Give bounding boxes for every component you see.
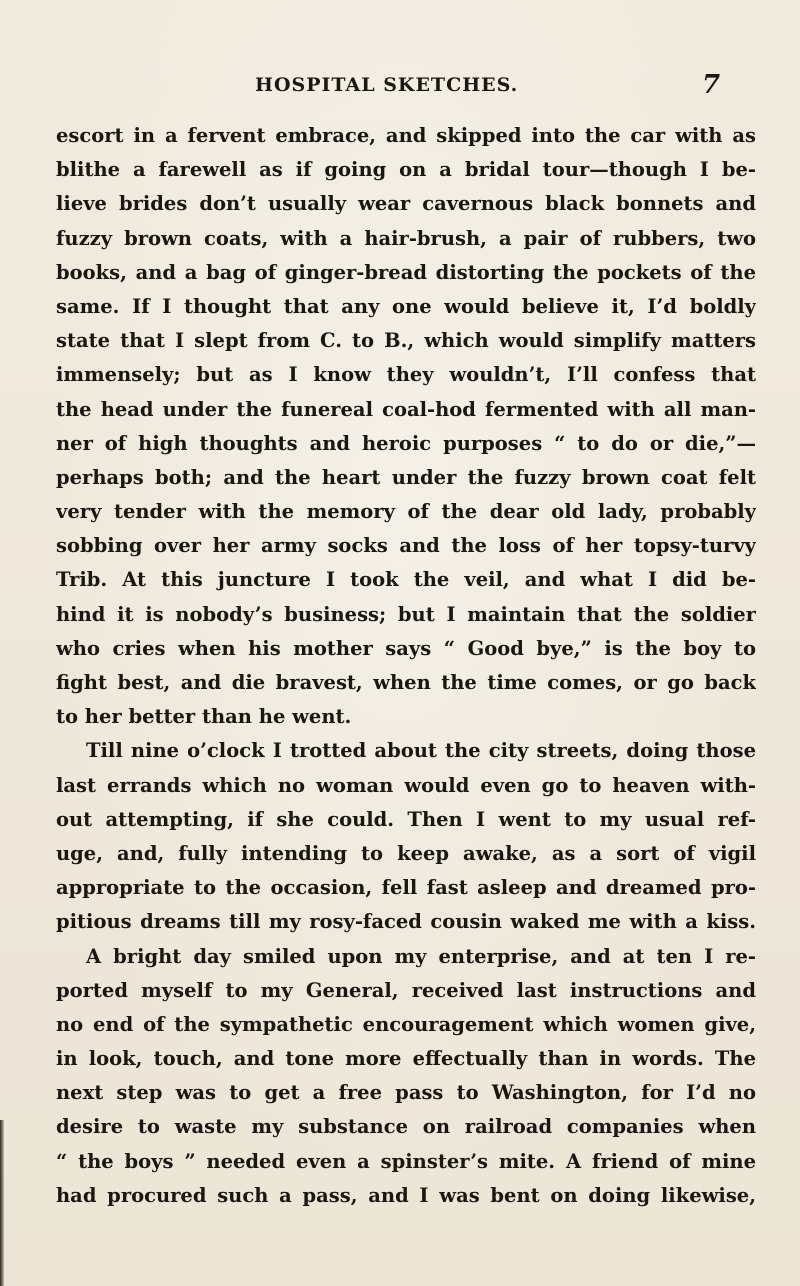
text-line: appropriate to the occasion, fell fast asleep and dreamed pro-: [56, 876, 756, 900]
text-line: uge, and, fully intending to keep awake, as a sort of vigil: [56, 841, 756, 865]
text-line: who cries when his mother says “ Good bye,” is the boy to: [56, 636, 756, 660]
paragraph-end-line: to her better than he went.: [56, 705, 352, 729]
paragraph-end-line: pitious dreams till my rosy-faced cousin waked me with a kiss.: [56, 910, 756, 934]
page-number: 7: [702, 70, 721, 100]
text-line: blithe a farewell as if going on a bridal tour—though I be-: [56, 158, 756, 182]
text-line: out attempting, if she could. Then I went to my usual ref-: [56, 807, 756, 831]
text-line: same. If I thought that any one would believe it, I’d boldly: [56, 294, 756, 318]
text-line: immensely; but as I know they wouldn’t, I’ll confess that: [56, 363, 756, 387]
text-line: last errands which no woman would even go to heaven with-: [56, 773, 756, 797]
text-line: state that I slept from C. to B., which would simplify matters: [56, 329, 756, 353]
text-line: hind it is nobody’s business; but I maintain that the soldier: [56, 602, 756, 626]
paragraph-start-line: A bright day smiled upon my enterprise, and at ten I re-: [86, 944, 756, 968]
text-line: Trib. At this juncture I took the veil, and what I did be-: [56, 568, 756, 592]
text-line: fuzzy brown coats, with a hair-brush, a pair of rubbers, two: [56, 226, 756, 250]
text-line: in look, touch, and tone more effectually than in words. The: [56, 1047, 756, 1071]
text-line: no end of the sympathetic encouragement which women give,: [56, 1012, 756, 1036]
paragraph-start-line: Till nine o’clock I trotted about the city streets, doing those: [86, 739, 756, 763]
text-line: escort in a fervent embrace, and skipped into the car with as: [56, 124, 756, 147]
text-line: perhaps both; and the heart under the fuzzy brown coat felt: [56, 465, 756, 489]
text-line: next step was to get a free pass to Washington, for I’d no: [56, 1081, 756, 1105]
page-edge-shadow: [0, 1120, 4, 1286]
text-line: fight best, and die bravest, when the time comes, or go back: [56, 671, 756, 694]
text-line: ported myself to my General, received last instructions and: [56, 978, 756, 1002]
text-line: books, and a bag of ginger-bread distorting the pockets of the: [56, 260, 756, 284]
body-text: [56, 119, 756, 1213]
text-line: very tender with the memory of the dear old lady, probably: [56, 500, 756, 524]
text-line: desire to waste my substance on railroad companies when: [56, 1115, 756, 1139]
text-line: lieve brides don’t usually wear cavernous black bonnets and: [56, 192, 756, 216]
running-title: HOSPITAL SKETCHES.: [255, 74, 519, 96]
text-line: ner of high thoughts and heroic purposes “ to do or die,”—: [56, 431, 756, 455]
text-line: the head under the funereal coal-hod fermented with all man-: [56, 397, 756, 421]
text-line: sobbing over her army socks and the loss of her topsy-turvy: [56, 534, 756, 558]
text-line: had procured such a pass, and I was bent on doing likewise,: [56, 1183, 756, 1207]
text-line: “ the boys ” needed even a spinster’s mite. A friend of mine: [56, 1149, 756, 1173]
